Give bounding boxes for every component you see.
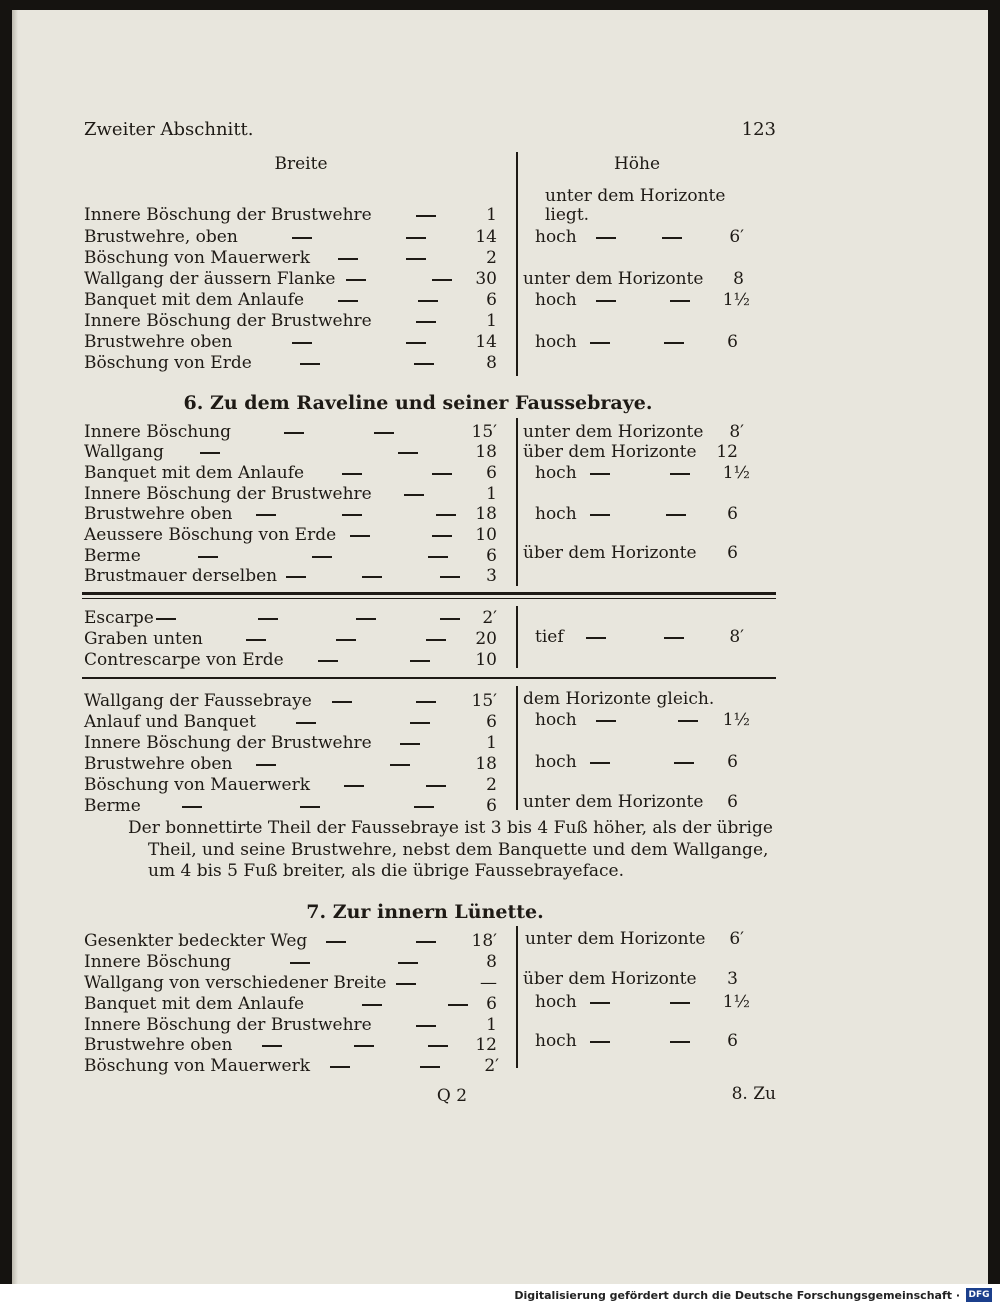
- dash: [590, 1041, 610, 1043]
- height-text: hoch: [535, 463, 577, 483]
- column-divider: [516, 686, 518, 810]
- row-value: 1: [486, 1015, 497, 1035]
- height-text: hoch: [535, 227, 577, 247]
- row-value: 8: [486, 952, 497, 972]
- row-label: Innere Böschung: [84, 422, 231, 442]
- height-value: 3: [727, 969, 738, 989]
- dash: [414, 363, 434, 365]
- row-label: Aeussere Böschung von Erde: [84, 525, 337, 545]
- row-label: Innere Böschung der Brustwehre: [84, 1015, 372, 1035]
- dash: [666, 514, 686, 516]
- paragraph-line: um 4 bis 5 Fuß breiter, als die übrige Faussebrayeface.: [148, 861, 625, 881]
- dash: [670, 1002, 690, 1004]
- dash: [404, 494, 424, 496]
- row-value: 1: [486, 733, 497, 753]
- row-label: Brustmauer derselben: [84, 566, 278, 586]
- row-label: Anlauf und Banquet: [84, 712, 256, 732]
- height-text: hoch: [535, 504, 577, 524]
- height-value: 8: [733, 269, 744, 289]
- row-value: —: [480, 973, 497, 993]
- row-value: 8: [486, 353, 497, 373]
- dash: [416, 215, 436, 217]
- dash: [354, 1045, 374, 1047]
- dfg-logo: DFG: [966, 1288, 992, 1302]
- dash: [182, 806, 202, 808]
- paragraph-line: Theil, und seine Brustwehre, nebst dem Banquette und dem Wallgange,: [148, 840, 769, 860]
- row-label: Berme: [84, 796, 141, 816]
- dash: [398, 962, 418, 964]
- height-text: hoch: [535, 752, 577, 772]
- dash: [678, 720, 698, 722]
- row-label: Wallgang von verschiedener Breite: [84, 973, 387, 993]
- digitization-banner: [0, 1284, 1000, 1306]
- row-label: Brustwehre oben: [84, 754, 233, 774]
- dash: [416, 701, 436, 703]
- dash: [596, 720, 616, 722]
- row-value: 18: [475, 504, 497, 524]
- height-value: 8′: [729, 422, 744, 442]
- height-text: tief: [535, 627, 564, 647]
- page-gutter-shadow: [12, 10, 18, 1284]
- dash: [440, 576, 460, 578]
- dash: [410, 722, 430, 724]
- dash: [596, 300, 616, 302]
- dash: [420, 1066, 440, 1068]
- dash: [300, 363, 320, 365]
- height-value: 6: [727, 332, 738, 352]
- signature-mark: Q 2: [436, 1086, 468, 1106]
- height-value: 6: [727, 792, 738, 812]
- dash: [448, 1004, 468, 1006]
- row-value: 1: [486, 311, 497, 331]
- height-text: hoch: [535, 710, 577, 730]
- dash: [428, 556, 448, 558]
- row-value: 6: [486, 546, 497, 566]
- dash: [416, 941, 436, 943]
- dash: [418, 300, 438, 302]
- row-label: Innere Böschung der Brustwehre: [84, 484, 372, 504]
- dash: [326, 941, 346, 943]
- dash: [262, 1045, 282, 1047]
- row-value: 2: [486, 775, 497, 795]
- row-value: 6: [486, 712, 497, 732]
- height-value: 1½: [722, 710, 750, 730]
- double-rule: [82, 592, 776, 595]
- dash: [398, 452, 418, 454]
- row-value: 18′: [471, 931, 497, 951]
- dash: [312, 556, 332, 558]
- height-value: 1½: [722, 992, 750, 1012]
- dash: [416, 321, 436, 323]
- dash: [284, 432, 304, 434]
- column-divider: [516, 152, 518, 376]
- height-text: unter dem Horizonte: [523, 269, 704, 289]
- dash: [336, 639, 356, 641]
- dash: [432, 279, 452, 281]
- height-text: unter dem Horizonte: [523, 422, 704, 442]
- height-text: hoch: [535, 332, 577, 352]
- row-label: Escarpe: [84, 608, 154, 628]
- double-rule: [82, 598, 776, 599]
- row-value: 3: [486, 566, 497, 586]
- dash: [198, 556, 218, 558]
- row-value: 6: [486, 463, 497, 483]
- row-value: 30: [475, 269, 497, 289]
- row-value: 6: [486, 290, 497, 310]
- page-number: 123: [741, 119, 776, 140]
- row-value: 6: [486, 994, 497, 1014]
- row-label: Brustwehre oben: [84, 504, 233, 524]
- row-value: 2: [486, 248, 497, 268]
- dash: [664, 342, 684, 344]
- dash: [674, 762, 694, 764]
- dash: [664, 637, 684, 639]
- section-7-title: 7. Zur innern Lünette.: [306, 901, 544, 923]
- dash: [332, 701, 352, 703]
- column-header-hoehe: Höhe: [613, 154, 661, 174]
- height-value: 1½: [722, 463, 750, 483]
- row-value: 18: [475, 442, 497, 462]
- dash: [590, 1002, 610, 1004]
- height-text: dem Horizonte gleich.: [523, 689, 715, 709]
- dash: [256, 514, 276, 516]
- dash: [286, 576, 306, 578]
- dash: [338, 300, 358, 302]
- dash: [258, 618, 278, 620]
- dash: [342, 473, 362, 475]
- dash: [590, 342, 610, 344]
- row-label: Gesenkter bedeckter Weg: [84, 931, 308, 951]
- row-label: Innere Böschung der Brustwehre: [84, 311, 372, 331]
- section-6-title: 6. Zu dem Raveline und seiner Faussebraye.: [183, 392, 653, 414]
- dash: [200, 452, 220, 454]
- row-label: Wallgang der Faussebraye: [84, 691, 312, 711]
- dash: [590, 514, 610, 516]
- row-label: Böschung von Mauerwerk: [84, 248, 311, 268]
- row-value: 10: [475, 650, 497, 670]
- height-value: 1½: [722, 290, 750, 310]
- dash: [292, 237, 312, 239]
- dash: [400, 743, 420, 745]
- catchword: 8. Zu: [731, 1084, 776, 1104]
- dash: [432, 473, 452, 475]
- row-value: 14: [475, 227, 497, 247]
- row-value: 1: [486, 205, 497, 225]
- row-label: Böschung von Mauerwerk: [84, 775, 311, 795]
- height-text: unter dem Horizonte: [523, 792, 704, 812]
- dash: [432, 535, 452, 537]
- dash: [414, 806, 434, 808]
- dash: [670, 1041, 690, 1043]
- row-value: 20: [475, 629, 497, 649]
- row-label: Innere Böschung der Brustwehre: [84, 205, 372, 225]
- rule: [82, 677, 776, 679]
- height-text: hoch: [535, 1031, 577, 1051]
- row-value: 12: [475, 1035, 497, 1055]
- dash: [436, 514, 456, 516]
- height-text: unter dem Horizonte: [545, 186, 726, 206]
- column-header-breite: Breite: [274, 154, 328, 174]
- row-label: Brustwehre, oben: [84, 227, 238, 247]
- height-value: 6: [727, 543, 738, 563]
- row-label: Wallgang der äussern Flanke: [84, 269, 336, 289]
- dash: [156, 618, 176, 620]
- row-label: Contrescarpe von Erde: [84, 650, 284, 670]
- height-text: über dem Horizonte: [523, 969, 697, 989]
- height-value: 6′: [729, 929, 744, 949]
- row-value: 15′: [471, 422, 497, 442]
- dash: [356, 618, 376, 620]
- row-value: 10: [475, 525, 497, 545]
- row-label: Berme: [84, 546, 141, 566]
- row-value: 14: [475, 332, 497, 352]
- dash: [590, 762, 610, 764]
- row-value: 1: [486, 484, 497, 504]
- column-divider: [516, 606, 518, 668]
- height-text: hoch: [535, 992, 577, 1012]
- banner-text: Digitalisierung gefördert durch die Deutsche Forschungsgemeinschaft ·: [514, 1289, 960, 1302]
- height-text: über dem Horizonte: [523, 543, 697, 563]
- dash: [374, 432, 394, 434]
- dash: [596, 237, 616, 239]
- dash: [318, 660, 338, 662]
- row-value: 2′: [484, 1056, 499, 1076]
- running-head-title: Zweiter Abschnitt.: [84, 119, 254, 140]
- dash: [426, 785, 446, 787]
- dash: [670, 300, 690, 302]
- row-label: Graben unten: [84, 629, 203, 649]
- dash: [390, 764, 410, 766]
- dash: [406, 258, 426, 260]
- row-label: Banquet mit dem Anlaufe: [84, 290, 305, 310]
- row-label: Wallgang: [84, 442, 164, 462]
- height-text: hoch: [535, 290, 577, 310]
- dash: [296, 722, 316, 724]
- dash: [670, 473, 690, 475]
- dash: [342, 514, 362, 516]
- dash: [300, 806, 320, 808]
- dash: [290, 962, 310, 964]
- dash: [350, 535, 370, 537]
- height-text: unter dem Horizonte: [525, 929, 706, 949]
- height-text: über dem Horizonte: [523, 442, 697, 462]
- row-label: Brustwehre oben: [84, 332, 233, 352]
- dash: [246, 639, 266, 641]
- row-value: 18: [475, 754, 497, 774]
- dash: [428, 1045, 448, 1047]
- row-label: Böschung von Erde: [84, 353, 252, 373]
- dash: [440, 618, 460, 620]
- dash: [338, 258, 358, 260]
- row-label: Innere Böschung der Brustwehre: [84, 733, 372, 753]
- height-text: liegt.: [545, 205, 590, 225]
- dash: [396, 983, 416, 985]
- dash: [662, 237, 682, 239]
- height-value: 6: [727, 1031, 738, 1051]
- row-label: Banquet mit dem Anlaufe: [84, 463, 305, 483]
- dash: [256, 764, 276, 766]
- height-value: 6: [727, 504, 738, 524]
- row-value: 15′: [471, 691, 497, 711]
- row-label: Böschung von Mauerwerk: [84, 1056, 311, 1076]
- dash: [362, 576, 382, 578]
- dash: [406, 237, 426, 239]
- dash: [426, 639, 446, 641]
- height-value: 8′: [729, 627, 744, 647]
- dash: [346, 279, 366, 281]
- dash: [590, 473, 610, 475]
- column-divider: [516, 926, 518, 1068]
- row-label: Brustwehre oben: [84, 1035, 233, 1055]
- row-label: Banquet mit dem Anlaufe: [84, 994, 305, 1014]
- dash: [410, 660, 430, 662]
- row-value: 6: [486, 796, 497, 816]
- height-value: 6: [727, 752, 738, 772]
- row-label: Innere Böschung: [84, 952, 231, 972]
- dash: [586, 637, 606, 639]
- height-value: 6′: [729, 227, 744, 247]
- dash: [406, 342, 426, 344]
- dash: [362, 1004, 382, 1006]
- dash: [344, 785, 364, 787]
- row-value: 2′: [482, 608, 497, 628]
- dash: [416, 1025, 436, 1027]
- dash: [292, 342, 312, 344]
- column-divider: [516, 418, 518, 586]
- paragraph-line: Der bonnettirte Theil der Faussebraye ist 3 bis 4 Fuß höher, als der übrige: [128, 818, 773, 838]
- dash: [330, 1066, 350, 1068]
- height-value: 12: [716, 442, 738, 462]
